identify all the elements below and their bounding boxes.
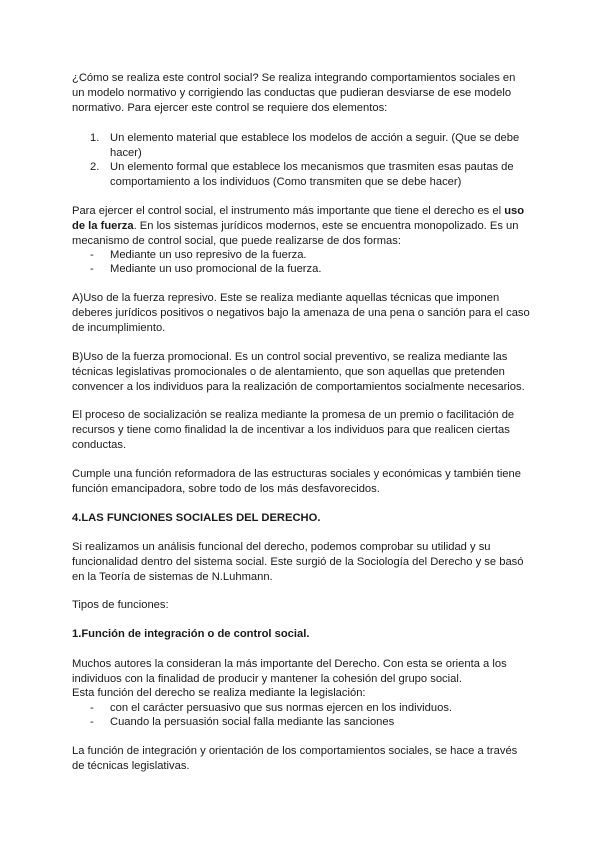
list-item-text: Un elemento formal que establece los mecanismos que trasmiten esas pautas de comportamiento a los individuos (Como transmiten que se debe hacer) (110, 161, 514, 188)
paragraph-socializacion: El proceso de socialización se realiza mediante la promesa de un premio o facilitación de recursos y tiene como finalidad la de incentivar a los individuos para que realicen ciertas conductas. (72, 409, 515, 451)
paragraph-analisis-funcional: Si realizamos un análisis funcional del derecho, podemos comprobar su utilidad y su funcionalidad dentro del sistema social. Este surgió de la Sociología del Derecho y se basó en la Teoría de sistemas de N.Luhmann. (72, 541, 524, 583)
paragraph-tecnicas-legislativas: La función de integración y orientación de los comportamientos sociales, se hace a través de técnicas legislativas. (72, 745, 518, 772)
section-heading: 4.LAS FUNCIONES SOCIALES DEL DERECHO. (72, 512, 321, 524)
list-item-text: Cuando la persuasión social falla mediante las sanciones (110, 716, 395, 728)
paragraph-funcion-integracion: Muchos autores la consideran la más importante del Derecho. Con esta se orienta a los individuos con la finalidad de producir y mantener la cohesión del grupo social. (72, 658, 507, 685)
list-dash: - (90, 702, 94, 714)
paragraph-legislacion: Esta función del derecho se realiza mediante la legislación: (72, 687, 366, 699)
list-dash: - (90, 249, 94, 261)
list-item-text: Mediante un uso represivo de la fuerza. (110, 249, 307, 261)
list-item-text: Un elemento material que establece los modelos de acción a seguir. (Que se debe hacer) (110, 132, 520, 159)
subsection-heading: 1.Función de integración o de control social. (72, 628, 310, 640)
paragraph-uso-promocional: B)Uso de la fuerza promocional. Es un control social preventivo, se realiza mediante las técnicas legislativas promocionales o de alentamiento, que son aquellas que pretenden convencer a los individuos para la realización de comportamientos socialmente necesarios. (72, 351, 525, 393)
list-dash: - (90, 716, 94, 728)
paragraph-uso-de-la-fuerza: Para ejercer el control social, el instrumento más importante que tiene el derecho es el uso de la fuerza. En los sistemas jurídicos modernos, este se encuentra monopolizado. Es un mecanismo de control social, que puede realizarse de dos formas: (72, 205, 525, 247)
paragraph-uso-represivo: A)Uso de la fuerza represivo. Este se realiza mediante aquellas técnicas que imponen deberes jurídicos positivos o negativos bajo la amenaza de una pena o sanción para el caso de incumplimiento. (72, 292, 530, 334)
bold-term: uso de la fuerza (72, 205, 525, 232)
list-dash: - (90, 263, 94, 275)
list-item-text: Mediante un uso promocional de la fuerza. (110, 263, 322, 275)
paragraph-funcion-reformadora: Cumple una función reformadora de las estructuras sociales y económicas y también tiene función emancipadora, sobre todo de los más desfavorecidos. (72, 468, 521, 495)
list-item-text: con el carácter persuasivo que sus normas ejercen en los individuos. (110, 702, 453, 714)
list-number: 2. (90, 161, 100, 173)
paragraph-control-social-intro: ¿Cómo se realiza este control social? Se realiza integrando comportamientos sociales en un modelo normativo y corrigiendo las conductas que pudieran desviarse de ese modelo normativo. Para ejercer este control se requiere dos elementos: (72, 72, 516, 114)
list-number: 1. (90, 132, 100, 144)
paragraph-tipos-de-funciones: Tipos de funciones: (72, 599, 169, 611)
